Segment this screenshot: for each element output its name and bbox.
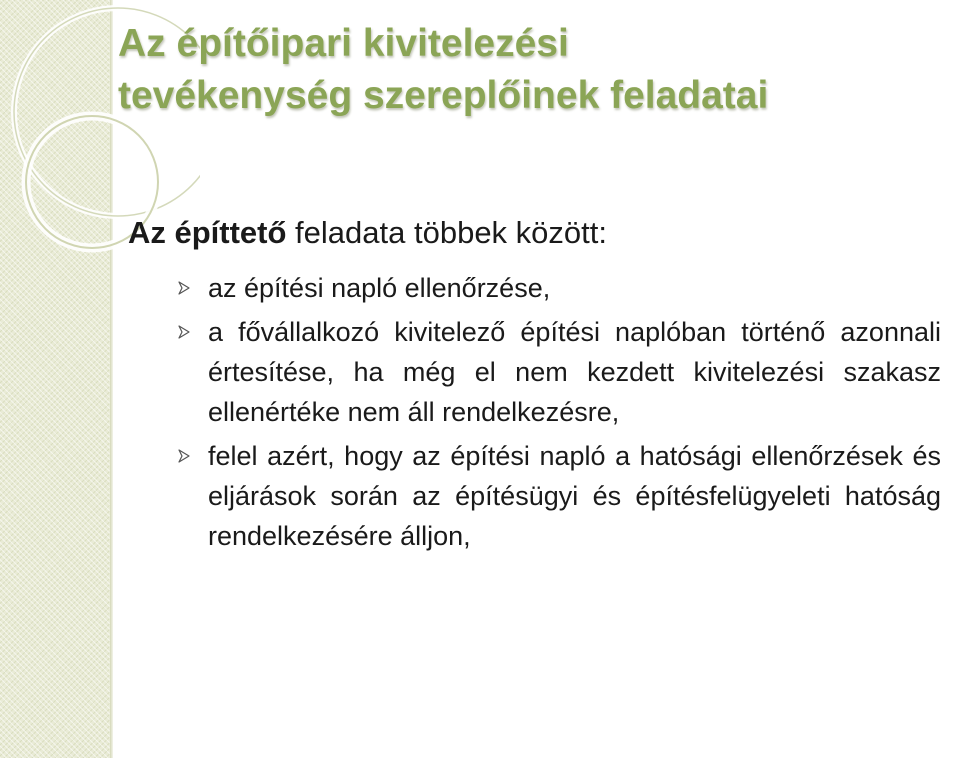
bullet-text: az építési napló ellenőrzése,	[208, 273, 551, 303]
list-item	[177, 268, 941, 308]
arrowhead-bullet-icon	[177, 281, 191, 295]
lead-sentence	[128, 213, 607, 253]
bullet-text: a fővállalkozó kivitelező építési naplóban történő azonnali értesítése, ha még el nem kezdett kivitelezési szakasz ellenértéke nem áll rendelkezésre,	[208, 317, 941, 427]
bullet-text: felel azért, hogy az építési napló a hatósági ellenőrzések és eljárások során az építésügyi és építésfelügyeleti hatóság rendelkezésére álljon,	[208, 441, 941, 551]
slide-title-line-1: Az építőipari kivitelezési	[118, 22, 569, 65]
slide-title-line-2: tevékenység szereplőinek feladatai	[118, 74, 769, 117]
arrowhead-bullet-icon	[177, 449, 191, 463]
list-item	[177, 312, 941, 432]
list-item	[177, 436, 941, 556]
bullet-list	[177, 268, 941, 560]
lead-rest: feladata többek között:	[286, 215, 607, 250]
slide-title	[118, 18, 953, 122]
arrowhead-bullet-icon	[177, 325, 191, 339]
lead-bold-subject: Az építtető	[128, 215, 287, 250]
